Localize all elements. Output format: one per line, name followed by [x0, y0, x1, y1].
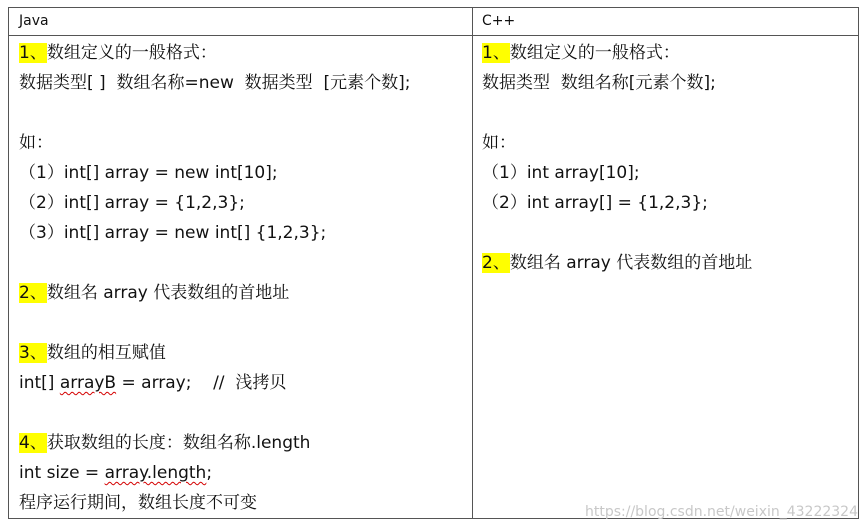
java-example-1: （1）int[] array = new int[10]; — [19, 163, 278, 183]
blank-line — [19, 308, 410, 338]
java-section2-title: 数组名 array 代表数组的首地址 — [46, 283, 290, 303]
java-section1-title: 数组定义的一般格式： — [46, 43, 217, 63]
java-section1-heading — [19, 38, 410, 68]
blank-line — [19, 248, 410, 278]
code-suffix: = array; // 浅拷贝 — [116, 373, 287, 393]
java-length-code — [19, 458, 410, 488]
java-example-2: （2）int[] array = {1,2,3}; — [19, 193, 245, 213]
java-section4-number: 4、 — [19, 433, 47, 453]
blank-line — [482, 218, 752, 248]
blank-line — [19, 398, 410, 428]
comparison-table — [8, 7, 859, 519]
java-format-line: 数据类型[ ] 数组名称=new 数据类型 [元素个数]; — [19, 73, 411, 93]
java-assign-code — [19, 368, 410, 398]
spell-flagged-word: array.length — [104, 463, 207, 483]
java-section2-heading — [19, 278, 410, 308]
java-section4-heading — [19, 428, 410, 458]
code-suffix: ; — [206, 463, 213, 483]
java-length-note: 程序运行期间，数组长度不可变 — [19, 493, 257, 513]
column-divider — [472, 8, 473, 518]
code-prefix: int size = — [19, 463, 105, 483]
java-section1-number: 1、 — [19, 43, 47, 63]
cpp-section1-title: 数组定义的一般格式： — [509, 43, 680, 63]
java-section3-number: 3、 — [19, 343, 47, 363]
blank-line — [482, 98, 752, 128]
header-java: Java — [19, 13, 49, 29]
java-column — [19, 38, 410, 518]
cpp-section2-title: 数组名 array 代表数组的首地址 — [509, 253, 753, 273]
cpp-section1-heading — [482, 38, 752, 68]
spell-flagged-word: arrayB — [59, 373, 117, 393]
header-divider — [9, 35, 858, 36]
header-cpp: C++ — [482, 13, 516, 29]
cpp-column — [482, 38, 752, 278]
watermark: https://blog.csdn.net/weixin_43222324 — [584, 504, 858, 520]
cpp-example-label: 如： — [482, 133, 516, 153]
java-section2-number: 2、 — [19, 283, 47, 303]
code-prefix: int[] — [19, 373, 60, 393]
cpp-format-line: 数据类型 数组名称[元素个数]; — [482, 73, 716, 93]
cpp-section2-number: 2、 — [482, 253, 510, 273]
java-section3-heading — [19, 338, 410, 368]
cpp-example-2: （2）int array[] = {1,2,3}; — [482, 193, 708, 213]
cpp-example-1: （1）int array[10]; — [482, 163, 640, 183]
java-example-3: （3）int[] array = new int[] {1,2,3}; — [19, 223, 327, 243]
java-section3-title: 数组的相互赋值 — [46, 343, 166, 363]
cpp-section2-heading — [482, 248, 752, 278]
cpp-section1-number: 1、 — [482, 43, 510, 63]
java-section4-title: 获取数组的长度：数组名称.length — [46, 433, 311, 453]
blank-line — [19, 98, 410, 128]
java-example-label: 如： — [19, 133, 53, 153]
